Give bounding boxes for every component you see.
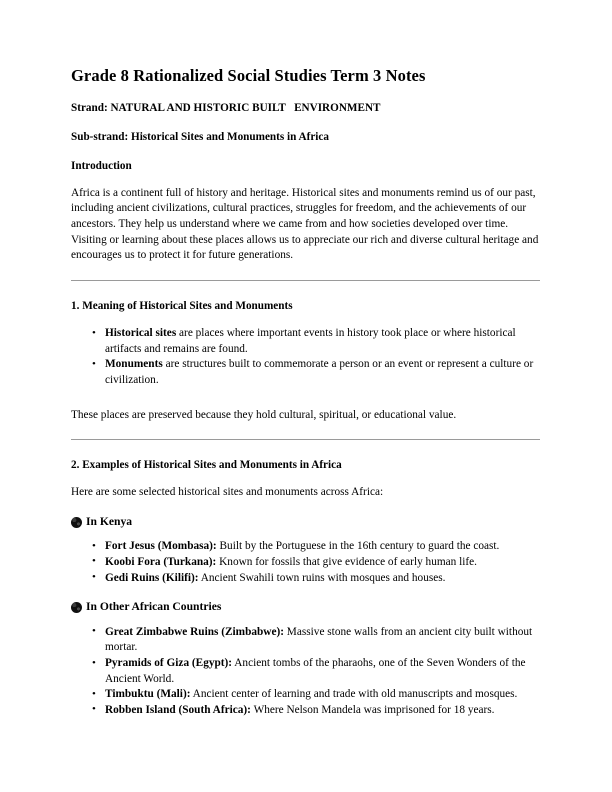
other-countries-sites-list [71,625,540,719]
section-2-lead-paragraph: Here are some selected historical sites and monuments across Africa: [71,486,384,499]
site-name: Gedi Ruins (Kilifi): [105,571,199,584]
introduction-paragraph: Africa is a continent full of history and heritage. Historical sites and monuments remind us of our past, including ancient civilizations, cultural practices, struggles for freedom, and the achievements of our ancestors. They help us understand where we came from and how societies developed over time. Visiting or learning about these places allows us to appreciate our rich and diverse cultural heritage and encourages us to protect it for future generations. [71,186,539,262]
section-1-heading: 1. Meaning of Historical Sites and Monuments [71,300,293,312]
site-name: Fort Jesus (Mombasa): [105,540,217,553]
section-1-definition-list [71,326,540,389]
page-title: Grade 8 Rationalized Social Studies Term 3 Notes [71,66,426,85]
list-item [71,656,540,687]
site-name: Pyramids of Giza (Egypt): [105,657,233,670]
list-item [71,326,540,357]
strand-line: Strand: NATURAL AND HISTORIC BUILT ENVIRONMENT [71,101,381,114]
document-content [71,66,540,732]
section-2-heading: 2. Examples of Historical Sites and Monuments in Africa [71,459,342,472]
site-name: Great Zimbabwe Ruins (Zimbabwe): [105,625,284,638]
site-description: Known for fossils that give evidence of early human life. [216,555,478,568]
kenya-sites-list [71,539,540,586]
group-heading-label: In Kenya [86,514,133,528]
section-divider-2 [71,439,540,440]
definition-text: are places where important events in history took place or where historical artifacts and remains are found. [105,327,516,355]
group-heading-label: In Other African Countries [86,600,222,614]
group-heading-other-african-countries [71,600,540,614]
list-item [71,625,540,656]
list-item [71,687,540,703]
definition-term: Historical sites [105,327,177,339]
section-divider-1 [71,280,540,281]
list-item [71,357,540,388]
site-description: Where Nelson Mandela was imprisoned for 18 years. [250,703,495,716]
list-item [71,703,540,719]
list-item [71,539,540,555]
site-description: Built by the Portuguese in the 16th century to guard the coast. [216,540,500,553]
list-item [71,555,540,571]
definition-text: are structures built to commemorate a person or an event or represent a culture or civilization. [105,358,534,386]
list-item [71,571,540,587]
globe-africa-icon [71,517,82,528]
site-description: Ancient tombs of the pharaohs, one of the Seven Wonders of the Ancient World. [105,657,526,685]
sub-strand-line: Sub-strand: Historical Sites and Monuments in Africa [71,130,329,143]
definition-term: Monuments [105,358,163,371]
site-name: Timbuktu (Mali): [105,688,191,701]
globe-africa-icon [71,602,82,613]
site-description: Massive stone walls from an ancient city built without mortar. [105,625,533,654]
site-name: Koobi Fora (Turkana): [105,555,217,568]
section-1-closing-paragraph: These places are preserved because they hold cultural, spiritual, or educational value. [71,408,457,421]
introduction-heading: Introduction [71,159,132,172]
site-description: Ancient Swahili town ruins with mosques and houses. [198,571,446,584]
site-name: Robben Island (South Africa): [105,703,251,716]
site-description: Ancient center of learning and trade with old manuscripts and mosques. [190,688,518,701]
group-heading-kenya [71,515,540,529]
